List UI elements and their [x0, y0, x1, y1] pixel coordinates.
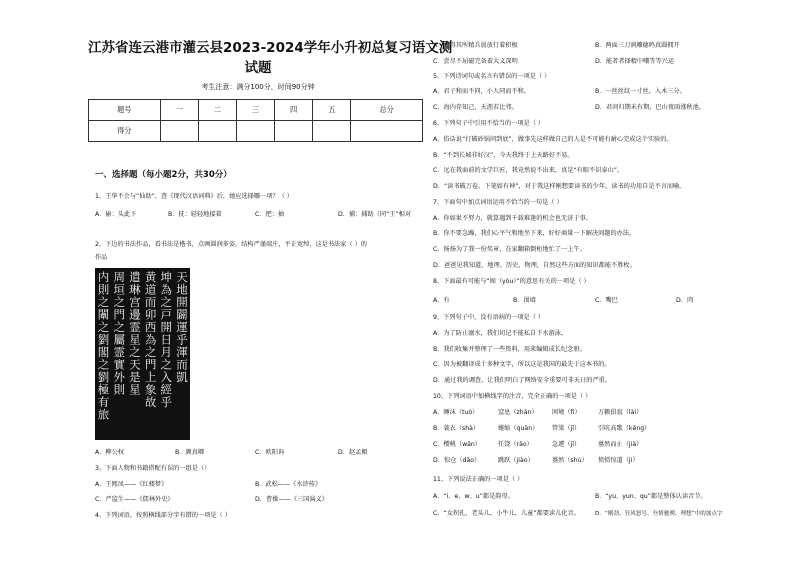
option: D．肉 [676, 297, 694, 304]
option: C．嘴巴 [595, 297, 618, 304]
option: 管梁（jǐ） [552, 425, 581, 432]
question-1: 1、王华不会与“仙助”，查《现代汉语词典》后，她应选择哪一项？（ ） [95, 193, 293, 200]
score-cell: 三 [236, 100, 274, 121]
title-line-1: 江苏省连云港市灌云县2023-2024学年小升初总复习语文测 [88, 40, 453, 56]
option: C．“女拐孔、老头儿、小牛儿、儿童”都要读儿化音。 [433, 510, 580, 517]
score-cell: 题号 [89, 100, 161, 121]
score-cell: 一 [160, 100, 198, 121]
exam-title [88, 38, 453, 78]
score-cell: 得分 [89, 121, 161, 142]
option: C．远在我面前的文学巨匠，我竟然说不出来，真是“有眼不识泰山”。 [433, 167, 624, 174]
option: A．有 [433, 297, 450, 304]
option: C．扬扬为了我一份奖章，在家翻箱倒柜地忙了一上午。 [433, 246, 586, 253]
option: 窒息（zhàn） [498, 409, 538, 416]
option: B．蓑衣（shà） [433, 425, 480, 432]
option: D．捕：捕助（同“王”相对 [338, 211, 412, 218]
calligraphy-column: 天地開闢運乎渾而凱 [174, 271, 189, 384]
score-table [88, 99, 423, 142]
option: D．“读书破万卷，下笔如有神”，对于我这样刚想要读书的少年，读书的功用自是不言而喻。 [433, 183, 686, 190]
option: A．俗话说“打破砂锅问到底”，做事先这样做自己的人是不可能有耐心完成这个实验的。 [433, 136, 673, 143]
score-cell [236, 121, 274, 142]
score-cell: 二 [198, 100, 236, 121]
option: B．两面三刀润雕德鸣真圆拥开 [595, 42, 680, 49]
question-7: 7、下面句中加点词语运用不恰当的一句是（ ） [433, 199, 563, 206]
option: C．欧阳询 [255, 449, 285, 456]
score-table-header-row [89, 100, 423, 121]
question-11: 11、下列说法正确的一项是（ ） [433, 476, 524, 483]
question-9: 9、下列句子中，没有语病的一项是（ ） [433, 314, 545, 321]
exam-info: 考生注意：满分100分，时间90分钟 [201, 83, 315, 91]
section-heading: 一、选择题（每小题2分，共30分） [95, 170, 232, 180]
option: 墓然（shù） [552, 457, 588, 464]
score-cell [160, 121, 198, 142]
option: D．能者者择精中嘲等等兴运 [595, 58, 675, 65]
option: C．樱桃（wān） [433, 441, 482, 448]
calligraphy-column: 黄道而卯西為之門上象故 [143, 271, 158, 409]
option: 愤愤惊道（jì） [598, 457, 639, 464]
option: A．你如果不努力，就算遇到千载难逢的机会也无济于事。 [433, 215, 592, 222]
option: C．尝尽不屈磁完备着大义深明 [433, 58, 518, 65]
calligraphy-column: 遣琳宫邊霊星之天是星 [127, 271, 142, 396]
calligraphy-column: 坤為之戸開日月之入經乎 [159, 271, 174, 409]
option: D．赵孟頫 [338, 449, 368, 456]
question-4: 4、下列词语，按照横线部分字有错的一项是（ ） [95, 512, 231, 519]
calligraphy-column: 周垣之門之屬霊實外則 [112, 271, 127, 396]
option: A．王熙凤——《红楼梦》 [95, 481, 168, 488]
option: A．柳公权 [95, 449, 124, 456]
option: 墓然而止（jià） [598, 441, 643, 448]
score-cell [275, 121, 313, 142]
option: 困境（fì） [552, 409, 581, 416]
option: D．惊仓（dǎo） [433, 457, 481, 464]
score-cell: 四 [275, 100, 313, 121]
option: A．无得其所精兵弱放行着积极 [433, 42, 518, 49]
title-line-2: 试题 [244, 60, 272, 76]
option: 万籁俱寂（lài） [598, 409, 643, 416]
score-cell: 总分 [351, 100, 423, 121]
option: A．睡沫（tuò） [433, 409, 479, 416]
option: 急遽（jī） [552, 441, 581, 448]
question-2-cont: 作品 [95, 254, 108, 261]
question-8: 8、下面最有可能与“囿（yòu）”的意思有关的一项是（ ） [433, 278, 590, 285]
option: B．武松——《水浒传》 [255, 481, 322, 488]
option: B．我们收集并整理了一些资料，用来编辑成长纪念册。 [433, 346, 586, 353]
score-table-score-row [89, 121, 423, 142]
question-2: 2、下边的书法作品，看书法是楷书，点画圆润多姿，结构严谨端庄，平正宽绰，这是书法家（ ）的 [95, 241, 367, 248]
score-cell: 五 [313, 100, 351, 121]
option: C．严监生——《儒林外史》 [95, 496, 174, 503]
question-10: 10、下列词语中加横线字的注音，完全正确的一项是（ ） [433, 393, 592, 400]
option: A．为了防止溺水，我们切记不能私自下水游泳。 [433, 330, 568, 337]
option: B．围墙 [513, 297, 536, 304]
option: B．“不到长城非好汉”，今天我终于上天路好不易。 [433, 152, 574, 159]
question-5: 5、下列诗词句或名言有错误的一项是（ ） [433, 73, 551, 80]
option: C．因为被翻译成十多种文字，所以这是我国的最先于这本书的。 [433, 361, 611, 368]
option: 跳跃（jiào） [498, 457, 534, 464]
question-6: 6、下列句子中引用不恰当的一项是（ ） [433, 120, 545, 127]
option: B．颜真卿 [175, 449, 204, 456]
option: C．把：抽 [255, 211, 285, 218]
option: 蜷缩（quān） [498, 425, 539, 432]
option: D．通过我的调查，让我们明白了网络安全重要可非天日的严重。 [433, 377, 612, 384]
option: A．“i、e、w、u”都是韵母。 [433, 493, 514, 500]
option: 引吭高歌（kēng） [598, 425, 651, 432]
score-cell [198, 121, 236, 142]
calligraphy-image [95, 268, 190, 440]
option: B．“yu、yun、qu”都是整体认读音节。 [595, 493, 707, 500]
option: D．“刚劲、狂风怒号、叁情驰骋、理想”中的加点字 [595, 511, 723, 517]
option: C．海内存知己，天涯若比邻。 [433, 104, 518, 111]
calligraphy-column: 内則之闈之劉閣之劉極有旅 [96, 271, 111, 421]
option: B．一丝丝纹一寸丝，入木三分。 [595, 88, 686, 95]
question-3: 3、下面人物和书籍搭配有误的一组是（） [95, 465, 211, 472]
option: B．抚：轻轻地接着 [168, 211, 222, 218]
option: D．曹操——《三国演义》 [255, 496, 328, 503]
option: 任饶（rǎo） [498, 441, 533, 448]
option: D．爸爸见我知道，地理、历史、物理，自然这些方面的知识都能不胜枚。 [433, 262, 636, 269]
option: D．君问归期未有期，巴山夜雨涨秋池。 [595, 104, 705, 111]
option: A．君子和而不同，小人同而不和。 [433, 88, 531, 95]
option: A．偷：头此下 [95, 211, 137, 218]
score-cell [351, 121, 423, 142]
option: B．你不要急躁，我们心平气和地坐下来，好好商量一下解决问题的办法。 [433, 230, 636, 237]
score-cell [313, 121, 351, 142]
